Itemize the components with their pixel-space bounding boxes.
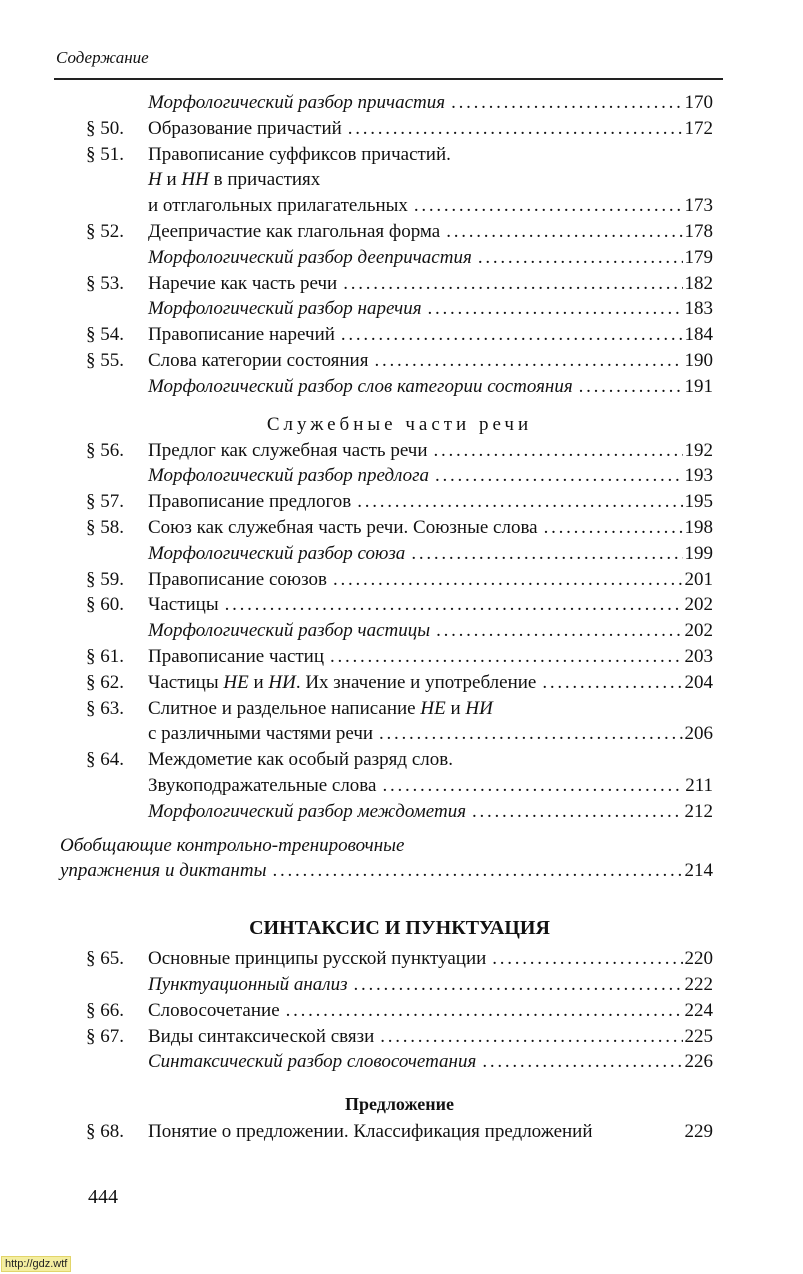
page-number: 444 — [88, 1186, 118, 1208]
leader-dots — [435, 463, 682, 489]
toc-block-morphology — [86, 90, 713, 400]
entry-number: § 64. — [86, 749, 124, 771]
entry-number: § 62. — [86, 671, 124, 693]
entry-title: Обобщающие контрольно-тренировочные — [60, 834, 405, 856]
leader-dots — [434, 438, 683, 464]
entry-number: § 68. — [86, 1121, 124, 1143]
leader-dots — [436, 618, 682, 644]
leader-dots — [542, 670, 682, 696]
toc-entry[interactable] — [86, 618, 713, 644]
toc-block-syntax — [86, 946, 713, 1075]
entry-page: 224 — [684, 999, 713, 1021]
header-rule — [54, 78, 723, 80]
entry-number: § 54. — [86, 324, 124, 346]
entry-page: 193 — [684, 465, 713, 487]
toc-entry[interactable] — [86, 271, 713, 297]
toc-entry[interactable] — [86, 489, 713, 515]
entry-title: Морфологический разбор деепричастия — [148, 246, 472, 268]
toc-entry[interactable] — [86, 567, 713, 593]
entry-number: § 63. — [86, 697, 124, 719]
entry-page: 179 — [684, 246, 713, 268]
part-heading: СИНТАКСИС И ПУНКТУАЦИЯ — [249, 917, 550, 940]
entry-page: 201 — [684, 568, 713, 590]
entry-title: Н и НН в причастиях — [148, 169, 321, 191]
toc-entry[interactable] — [86, 1119, 713, 1145]
leader-dots — [446, 219, 682, 245]
entry-title: Морфологический разбор предлога — [148, 465, 430, 487]
entry-title: Наречие как часть речи — [148, 272, 338, 294]
leader-dots — [272, 858, 682, 884]
leader-dots — [451, 90, 682, 116]
entry-title: Виды синтаксической связи — [148, 1025, 375, 1047]
entry-page: 182 — [684, 272, 713, 294]
entry-title: Предлог как служебная часть речи — [148, 439, 428, 461]
toc-entry[interactable] — [86, 219, 713, 245]
entry-title: Словосочетание — [148, 999, 280, 1021]
entry-page: 203 — [684, 645, 713, 667]
leader-dots — [225, 592, 683, 618]
toc-entry[interactable] — [86, 245, 713, 271]
toc-entry[interactable] — [86, 322, 713, 348]
leader-dots — [382, 773, 683, 799]
entry-page: 172 — [684, 117, 713, 139]
leader-dots — [374, 348, 682, 374]
toc-entry[interactable] — [86, 773, 713, 799]
entry-number: § 61. — [86, 645, 124, 667]
toc-entry[interactable] — [86, 90, 713, 116]
entry-title: Морфологический разбор частицы — [148, 620, 431, 642]
leader-dots — [341, 322, 683, 348]
entry-title: Слитное и раздельное написание НЕ и НИ — [148, 697, 493, 719]
toc-entry[interactable] — [86, 696, 713, 722]
entry-number: § 67. — [86, 1025, 124, 1047]
entry-title: Морфологический разбор слов категории состояния — [148, 375, 573, 397]
toc-entry[interactable] — [86, 1049, 713, 1075]
entry-title: Морфологический разбор наречия — [148, 298, 422, 320]
leader-dots — [482, 1049, 682, 1075]
toc-entry[interactable] — [86, 946, 713, 972]
toc-entry[interactable] — [86, 348, 713, 374]
entry-title: и отглагольных прилагательных — [148, 195, 408, 217]
toc-entry[interactable] — [86, 374, 713, 400]
entry-page: 206 — [684, 723, 713, 745]
entry-title: Правописание суффиксов причастий. — [148, 143, 451, 165]
toc-entry[interactable] — [86, 438, 713, 464]
entry-number: § 51. — [86, 143, 124, 165]
leader-dots — [472, 799, 682, 825]
entry-page: 225 — [684, 1025, 713, 1047]
entry-title: Основные принципы русской пунктуации — [148, 948, 487, 970]
leader-dots — [354, 972, 683, 998]
entry-page: 178 — [684, 220, 713, 242]
toc-entry[interactable] — [86, 296, 713, 322]
entry-page: 190 — [684, 349, 713, 371]
summary-entry[interactable] — [60, 833, 713, 885]
entry-page: 170 — [684, 92, 713, 113]
toc-entry[interactable] — [86, 644, 713, 670]
leader-dots — [579, 374, 683, 400]
toc-block-interjection — [86, 747, 713, 824]
leader-dots — [544, 515, 683, 541]
entry-title: Слова категории состояния — [148, 349, 369, 371]
entry-page: 229 — [684, 1121, 713, 1143]
entry-page: 202 — [684, 620, 713, 642]
entry-title: Понятие о предложении. Классификация предложений — [148, 1121, 593, 1143]
leader-dots — [492, 946, 682, 972]
leader-dots — [380, 1024, 682, 1050]
entry-page: 183 — [684, 298, 713, 320]
entry-title: Морфологический разбор междометия — [148, 800, 467, 822]
toc-entry[interactable] — [86, 167, 713, 193]
leader-dots — [357, 489, 682, 515]
entry-title: Правописание частиц — [148, 645, 325, 667]
toc-entry[interactable] — [86, 116, 713, 142]
toc-entry[interactable] — [86, 799, 713, 825]
entry-page: 184 — [684, 324, 713, 346]
entry-title: Звукоподражательные слова — [148, 774, 377, 796]
entry-number: § 58. — [86, 516, 124, 538]
entry-title: Междометие как особый разряд слов. — [148, 749, 453, 771]
entry-page: 195 — [684, 491, 713, 513]
subsection-heading: Предложение — [344, 1094, 455, 1115]
entry-number: § 59. — [86, 568, 124, 590]
toc-entry-continuation[interactable] — [86, 721, 713, 747]
entry-page: 198 — [684, 516, 713, 538]
entry-title: Морфологический разбор союза — [148, 542, 406, 564]
entry-number: § 60. — [86, 594, 124, 616]
entry-title: Пунктуационный анализ — [148, 973, 348, 995]
toc-entry[interactable] — [86, 592, 713, 618]
entry-title: Образование причастий — [148, 117, 342, 139]
toc-entry[interactable] — [86, 142, 713, 168]
toc-entry[interactable] — [86, 670, 713, 696]
toc-entry[interactable] — [86, 998, 713, 1024]
entry-page: 226 — [684, 1051, 713, 1073]
table-of-contents — [60, 90, 713, 1145]
entry-page: 211 — [685, 774, 713, 796]
toc-block-service-parts — [86, 438, 713, 670]
entry-number: § 65. — [86, 948, 124, 970]
toc-entry[interactable] — [86, 193, 713, 219]
leader-dots — [343, 271, 682, 297]
entry-title: Союз как служебная часть речи. Союзные слова — [148, 516, 538, 538]
entry-number: § 53. — [86, 272, 124, 294]
entry-page: 173 — [684, 195, 713, 217]
entry-page: 204 — [684, 671, 713, 693]
leader-dots — [411, 541, 682, 567]
leader-dots — [348, 116, 683, 142]
entry-title: Морфологический разбор причастия — [148, 92, 446, 113]
leader-dots — [330, 644, 682, 670]
leader-dots — [428, 296, 683, 322]
entry-number: § 66. — [86, 999, 124, 1021]
entry-title: Правописание наречий — [148, 324, 335, 346]
toc-entry[interactable] — [86, 463, 713, 489]
entry-number: § 52. — [86, 220, 124, 242]
entry-page: 191 — [684, 375, 713, 397]
leader-dots — [286, 998, 683, 1024]
entry-number: § 57. — [86, 491, 124, 513]
entry-page: 202 — [684, 594, 713, 616]
leader-dots — [414, 193, 683, 219]
entry-title: Синтаксический разбор словосочетания — [148, 1051, 477, 1073]
toc-entry[interactable] — [86, 1024, 713, 1050]
entry-page: 199 — [684, 542, 713, 564]
entry-page: 220 — [684, 948, 713, 970]
entry-number: § 50. — [86, 117, 124, 139]
entry-title: Правописание союзов — [148, 568, 327, 590]
toc-entry[interactable] — [86, 747, 713, 773]
leader-dots — [379, 721, 682, 747]
entry-title: Деепричастие как глагольная форма — [148, 220, 441, 242]
toc-entry[interactable] — [86, 972, 713, 998]
watermark-link[interactable]: http://gdz.wtf — [1, 1256, 71, 1272]
running-head: Содержание — [56, 48, 149, 67]
entry-number: § 55. — [86, 349, 124, 371]
entry-page: 192 — [684, 439, 713, 461]
toc-entry[interactable] — [86, 541, 713, 567]
toc-entry[interactable] — [86, 515, 713, 541]
leader-dots — [333, 567, 683, 593]
leader-dots — [478, 245, 683, 271]
entry-title: Частицы НЕ и НИ. Их значение и употребление — [148, 671, 537, 693]
entry-title: Правописание предлогов — [148, 491, 352, 513]
entry-number: § 56. — [86, 439, 124, 461]
entry-page: 212 — [684, 800, 713, 822]
section-heading: Служебные части речи — [266, 413, 533, 435]
entry-page: 214 — [684, 860, 713, 882]
entry-title: Частицы — [148, 594, 219, 616]
entry-page: 222 — [684, 973, 713, 995]
entry-title: упражнения и диктанты — [60, 860, 267, 882]
entry-title: с различными частями речи — [148, 723, 374, 745]
